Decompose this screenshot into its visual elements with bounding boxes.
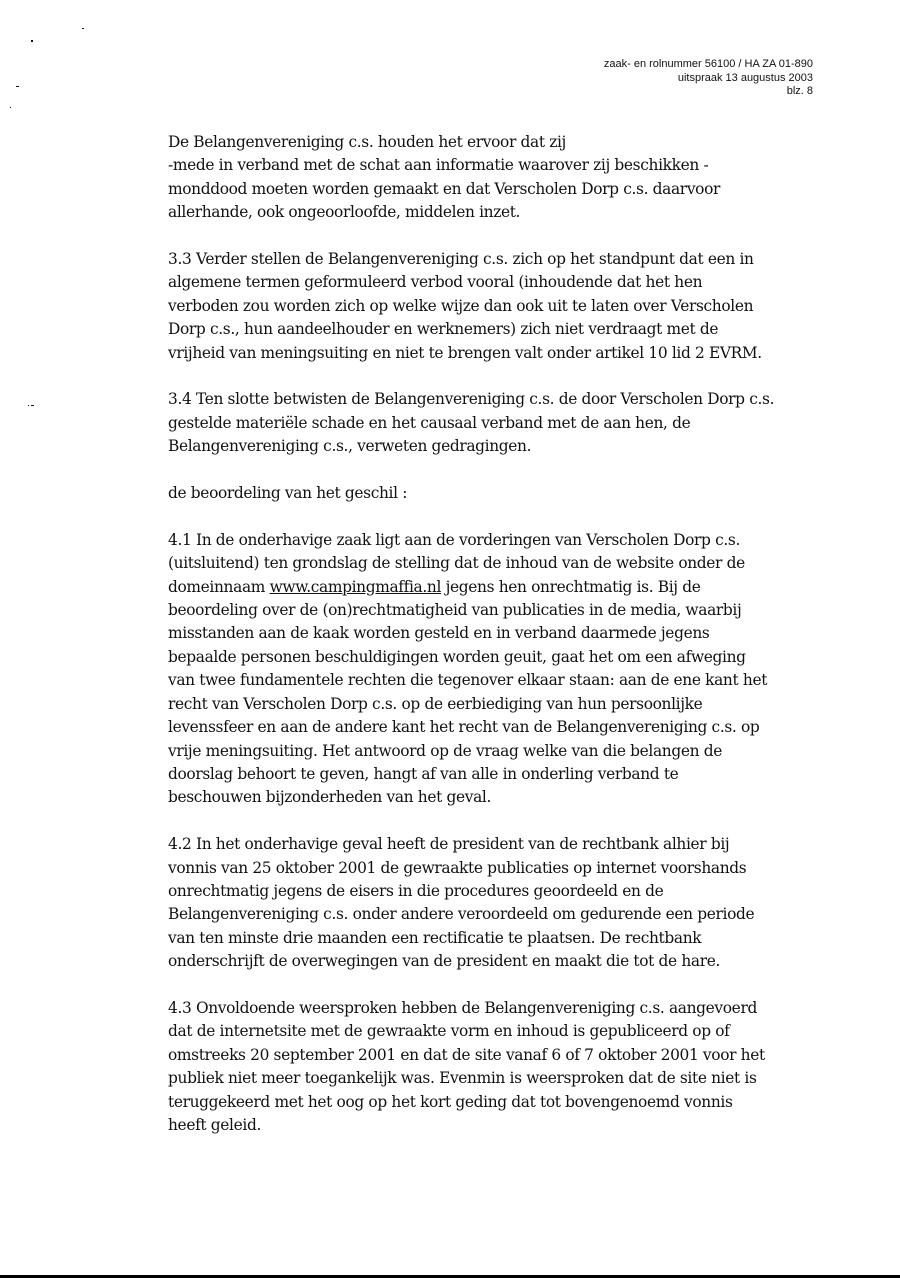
heading-text: de beoordeling van het geschil : (168, 484, 408, 503)
text-line: allerhande, ook ongeoorloofde, middelen inzet. (168, 203, 521, 222)
scan-speck (31, 40, 33, 42)
scan-speck (31, 405, 34, 406)
paragraph-intro (168, 131, 828, 225)
text-line: -mede in verband met de schat aan informatie waarover zij beschikken - (168, 156, 709, 175)
text-line: 4.2 In het onderhavige geval heeft de president van de rechtbank alhier bij (168, 835, 730, 854)
text-line: onrechtmatig jegens de eisers in die procedures geoordeeld en de (168, 881, 664, 900)
document-body (168, 131, 828, 1161)
text-line: van ten minste drie maanden een rectificatie te plaatsen. De rechtbank (168, 928, 702, 947)
text-line: beoordeling over de (on)rechtmatigheid van publicaties in de media, waarbij (168, 601, 742, 620)
text-line: omstreeks 20 september 2001 en dat de site vanaf 6 of 7 oktober 2001 voor het (168, 1045, 765, 1064)
text-line-with-link (168, 576, 828, 599)
scan-speck (82, 28, 84, 29)
scan-speck (28, 405, 29, 406)
page-header (604, 58, 813, 99)
text-line: monddood moeten worden gemaakt en dat Verscholen Dorp c.s. daarvoor (168, 179, 721, 198)
text-line: dat de internetsite met de gewraakte vorm en inhoud is gepubliceerd op of (168, 1022, 730, 1041)
text-line: publiek niet meer toegankelijk was. Evenmin is weersproken dat de site niet is (168, 1069, 757, 1088)
text-line: vrije meningsuiting. Het antwoord op de vraag welke van die belangen de (168, 741, 722, 760)
text-line: Belangenvereniging c.s. onder andere veroordeeld om gedurende een periode (168, 905, 755, 924)
text-line: beschouwen bijzonderheden van het geval. (168, 788, 492, 807)
text-line: 4.3 Onvoldoende weersproken hebben de Belangenvereniging c.s. aangevoerd (168, 998, 757, 1017)
text-line: onderschrijft de overwegingen van de president en maakt die tot de hare. (168, 952, 721, 971)
text-line: vonnis van 25 oktober 2001 de gewraakte publicaties op internet voorshands (168, 858, 747, 877)
text-line: misstanden aan de kaak worden gesteld en in verband daarmede jegens (168, 624, 710, 643)
text-line: verboden zou worden zich op welke wijze dan ook uit te laten over Verscholen (168, 296, 754, 315)
page-number: blz. 8 (786, 85, 813, 97)
text-line: De Belangenvereniging c.s. houden het ervoor dat zij (168, 133, 566, 151)
text-line: doorslag behoort te geven, hangt af van alle in onderling verband te (168, 764, 679, 783)
text-line: Dorp c.s., hun aandeelhouder en werknemers) zich niet verdraagt met de (168, 320, 719, 339)
text-line: 3.3 Verder stellen de Belangenvereniging c.s. zich op het standpunt dat een in (168, 250, 754, 269)
text-line: (uitsluitend) ten grondslag de stelling dat de inhoud van de website onder de (168, 554, 745, 573)
text-line: 3.4 Ten slotte betwisten de Belangenvereniging c.s. de door Verscholen Dorp c.s. (168, 390, 775, 409)
paragraph-4-2 (168, 833, 828, 973)
text-line: levenssfeer en aan de andere kant het recht van de Belangenvereniging c.s. op (168, 718, 760, 737)
text-line: van twee fundamentele rechten die tegenover elkaar staan: aan de ene kant het (168, 671, 768, 690)
text-line: gestelde materiële schade en het causaal verband met de aan hen, de (168, 413, 691, 432)
text-line: recht van Verscholen Dorp c.s. op de eerbiediging van hun persoonlijke (168, 694, 703, 713)
paragraph-4-1 (168, 529, 828, 810)
text-line: heeft geleid. (168, 1115, 262, 1134)
judgment-date: uitspraak 13 augustus 2003 (677, 71, 813, 84)
paragraph-4-3 (168, 997, 828, 1137)
paragraph-3-4 (168, 388, 828, 458)
text-line: bepaalde personen beschuldigingen worden geuit, gaat het om een afweging (168, 647, 746, 666)
text-line: 4.1 In de onderhavige zaak ligt aan de vorderingen van Verscholen Dorp c.s. (168, 530, 740, 549)
text-fragment: jegens hen onrechtmatig is. Bij de (441, 577, 701, 596)
case-number: zaak- en rolnummer 56100 / HA ZA 01-890 (603, 58, 813, 70)
section-heading (168, 482, 828, 505)
scan-speck (10, 107, 11, 108)
paragraph-3-3 (168, 248, 828, 365)
text-fragment: domeinnaam (168, 577, 270, 596)
text-line: teruggekeerd met het oog op het kort geding dat tot bovengenoemd vonnis (168, 1092, 733, 1111)
website-link[interactable]: www.campingmaffia.nl (269, 577, 442, 596)
text-line: algemene termen geformuleerd verbod vooral (inhoudende dat het hen (168, 273, 703, 292)
scan-speck (16, 86, 19, 87)
text-line: Belangenvereniging c.s., verweten gedragingen. (168, 437, 532, 456)
text-line: vrijheid van meningsuiting en niet te brengen valt onder artikel 10 lid 2 EVRM. (168, 343, 762, 362)
